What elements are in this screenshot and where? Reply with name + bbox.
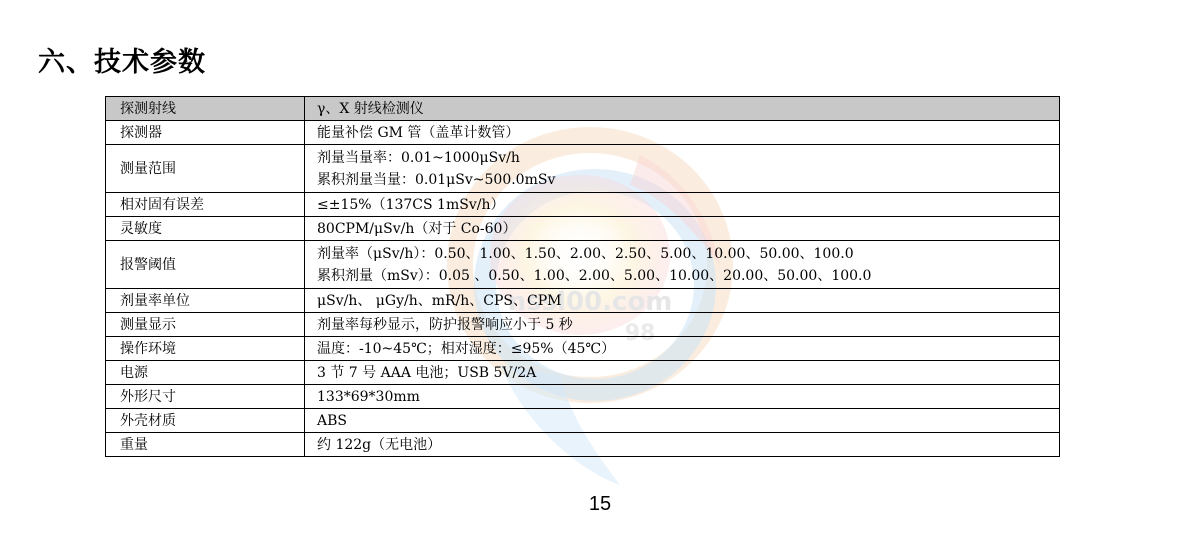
table-row: [106, 217, 1060, 241]
param-value: [305, 361, 1060, 385]
param-value-line: ≤±15%（137CS 1mSv/h）: [317, 196, 505, 213]
param-value-line: ABS: [317, 412, 347, 429]
param-value-line: 剂量当量率：0.01~1000μSv/h: [317, 149, 520, 166]
watermark-number: 98: [624, 321, 656, 346]
param-label: 重量: [106, 433, 305, 457]
param-label: 报警阈值: [106, 241, 305, 289]
param-value: [305, 289, 1060, 313]
table-row: [106, 121, 1060, 145]
watermark-text: nssl00.com: [507, 287, 673, 317]
table-row: [106, 337, 1060, 361]
param-value-line: 133*69*30mm: [317, 388, 420, 405]
param-label: 相对固有误差: [106, 193, 305, 217]
table-row: [106, 241, 1060, 289]
param-label: 探测射线: [106, 97, 305, 121]
param-label: 操作环境: [106, 337, 305, 361]
param-value: [305, 313, 1060, 337]
table-row: [106, 409, 1060, 433]
param-label: 灵敏度: [106, 217, 305, 241]
param-label: 外形尺寸: [106, 385, 305, 409]
page-number: 15: [588, 493, 612, 515]
param-value-line: 累积剂量当量：0.01μSv~500.0mSv: [317, 171, 556, 188]
param-label: 电源: [106, 361, 305, 385]
param-value-line: 80CPM/μSv/h（对于 Co-60）: [317, 220, 517, 237]
param-value: [305, 337, 1060, 361]
param-value: [305, 409, 1060, 433]
param-value: [305, 121, 1060, 145]
param-value: [305, 193, 1060, 217]
param-value-line: 约 122g（无电池）: [317, 436, 442, 453]
table-row: [106, 361, 1060, 385]
table-row: [106, 145, 1060, 193]
param-label: 测量范围: [106, 145, 305, 193]
param-label: 外壳材质: [106, 409, 305, 433]
section-heading: 六、技术参数: [38, 47, 206, 78]
param-label: 剂量率单位: [106, 289, 305, 313]
param-value-line: γ、X 射线检测仪: [317, 100, 424, 117]
table-row: [106, 97, 1060, 121]
param-value: [305, 241, 1060, 289]
param-value-line: 能量补偿 GM 管（盖革计数管）: [317, 124, 520, 141]
param-value-line: 温度：-10~45℃；相对湿度：≤95%（45℃）: [317, 340, 616, 357]
table-row: [106, 193, 1060, 217]
param-value-line: 剂量率每秒显示，防护报警响应小于 5 秒: [317, 316, 573, 333]
param-value-line: 剂量率（μSv/h）：0.50、1.00、1.50、2.00、2.50、5.00、10.00、50.00、100.0: [317, 245, 854, 262]
spec-table: [105, 96, 1060, 457]
table-row: [106, 433, 1060, 457]
param-label: 测量显示: [106, 313, 305, 337]
table-row: [106, 289, 1060, 313]
param-value: [305, 433, 1060, 457]
param-label: 探测器: [106, 121, 305, 145]
param-value: [305, 385, 1060, 409]
table-row: [106, 313, 1060, 337]
param-value-line: 累积剂量（mSv）：0.05 、0.50、1.00、2.00、5.00、10.00、20.00、50.00、100.0: [317, 267, 872, 284]
param-value: [305, 97, 1060, 121]
table-row: [106, 385, 1060, 409]
param-value: [305, 145, 1060, 193]
param-value-line: 3 节 7 号 AAA 电池；USB 5V/2A: [317, 364, 537, 381]
param-value-line: μSv/h、 μGy/h、mR/h、CPS、CPM: [317, 292, 562, 309]
param-value: [305, 217, 1060, 241]
